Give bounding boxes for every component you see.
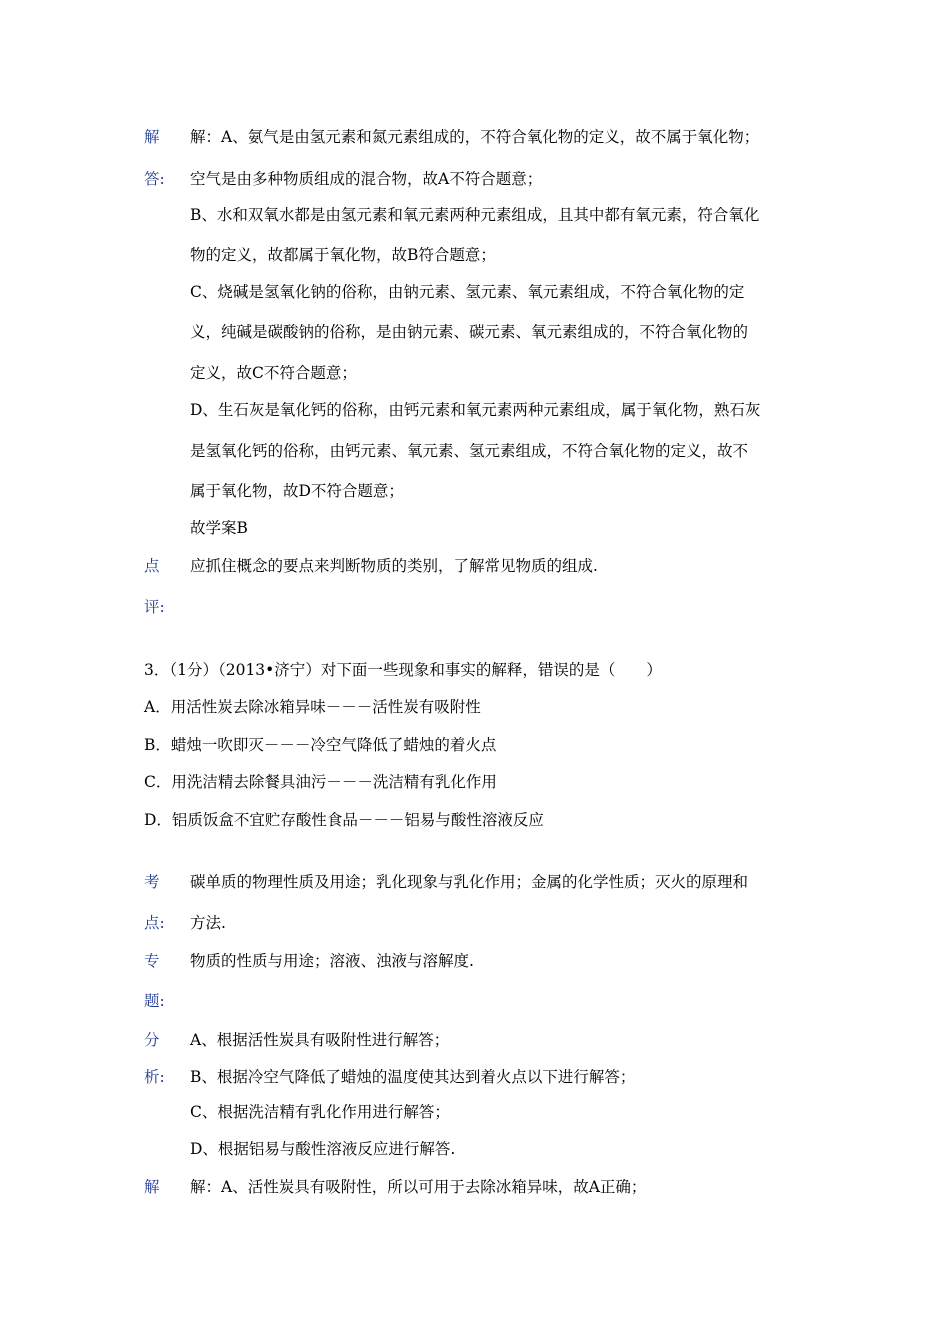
label-kaodian-1: 考 (144, 873, 160, 891)
comment-text: 应抓住概念的要点来判断物质的类别，了解常见物质的组成. (190, 557, 598, 575)
fenxi-row-4 (0, 1134, 950, 1164)
answer-line: B、水和双氧水都是由氢元素和氧元素两种元素组成，且其中都有氧元素，符合氧化 (190, 206, 760, 224)
answer-row-11 (0, 513, 950, 543)
option-row-a (0, 692, 950, 722)
answer-row-1 (0, 122, 950, 152)
option-d: D．铝质饭盒不宜贮存酸性食品－－－铝易与酸性溶液反应 (144, 811, 544, 829)
kaodian-row-1 (0, 867, 950, 897)
label-jieda-1: 解 (144, 128, 160, 146)
label-kaodian-2: 点: (144, 914, 165, 932)
answer-line: 物的定义，故都属于氧化物，故B符合题意； (190, 246, 496, 264)
fenxi-line: C、根据洗洁精有乳化作用进行解答； (190, 1103, 450, 1121)
answer-line: 空气是由多种物质组成的混合物，故A不符合题意； (190, 170, 543, 188)
option-a: A．用活性炭去除冰箱异味－－－活性炭有吸附性 (144, 698, 481, 716)
option-row-b (0, 730, 950, 760)
label-jieda-2: 答: (144, 170, 165, 188)
label-fenxi-1: 分 (144, 1031, 160, 1049)
label-fenxi-2: 析: (144, 1068, 165, 1086)
fenxi-line: A、根据活性炭具有吸附性进行解答； (190, 1031, 450, 1049)
label-zhuanti-2: 题: (144, 992, 165, 1010)
answer-row-5 (0, 277, 950, 307)
kaodian-row-2 (0, 908, 950, 938)
answer-line: 是氢氧化钙的俗称，由钙元素、氧元素、氢元素组成，不符合氧化物的定义，故不 (190, 442, 749, 460)
jieda-row-1 (0, 1172, 950, 1202)
option-row-c (0, 767, 950, 797)
answer-row-9 (0, 436, 950, 466)
answer-line: 属于氧化物，故D不符合题意； (190, 482, 404, 500)
answer-line: 解：A、氨气是由氢元素和氮元素组成的，不符合氧化物的定义，故不属于氧化物； (190, 128, 760, 146)
kaodian-line: 方法. (190, 914, 226, 932)
answer-row-8 (0, 395, 950, 425)
answer-row-10 (0, 476, 950, 506)
fenxi-row-2 (0, 1062, 950, 1092)
option-row-d (0, 805, 950, 835)
fenxi-row-1 (0, 1025, 950, 1055)
answer-row-6 (0, 317, 950, 347)
fenxi-line: B、根据冷空气降低了蜡烛的温度使其达到着火点以下进行解答； (190, 1068, 636, 1086)
comment-row-1 (0, 551, 950, 581)
label-jieda-q3: 解 (144, 1178, 160, 1196)
zhuanti-text: 物质的性质与用途；溶液、浊液与溶解度. (190, 952, 474, 970)
option-b: B．蜡烛一吹即灭－－－冷空气降低了蜡烛的着火点 (144, 736, 497, 754)
jieda-line: 解：A、活性炭具有吸附性，所以可用于去除冰箱异味，故A正确； (190, 1178, 647, 1196)
answer-line: 故学案B (190, 519, 248, 537)
option-c: C．用洗洁精去除餐具油污－－－洗洁精有乳化作用 (144, 773, 497, 791)
answer-row-7 (0, 358, 950, 388)
label-zhuanti-1: 专 (144, 952, 160, 970)
fenxi-line: D、根据铝易与酸性溶液反应进行解答. (190, 1140, 456, 1158)
zhuanti-row-1 (0, 946, 950, 976)
answer-line: D、生石灰是氧化钙的俗称，由钙元素和氧元素两种元素组成，属于氧化物，熟石灰 (190, 401, 761, 419)
answer-line: C、烧碱是氢氧化钠的俗称，由钠元素、氢元素、氧元素组成，不符合氧化物的定 (190, 283, 745, 301)
fenxi-row-3 (0, 1097, 950, 1127)
zhuanti-row-2 (0, 986, 950, 1016)
question-stem: 3．（1分）（2013•济宁）对下面一些现象和事实的解释，错误的是（ ） (144, 661, 662, 679)
answer-row-3 (0, 200, 950, 230)
answer-row-2 (0, 164, 950, 194)
answer-line: 定义，故C不符合题意； (190, 364, 357, 382)
answer-row-4 (0, 240, 950, 270)
label-dianping-1: 点 (144, 557, 160, 575)
kaodian-line: 碳单质的物理性质及用途；乳化现象与乳化作用；金属的化学性质；灭火的原理和 (190, 873, 749, 891)
answer-line: 义，纯碱是碳酸钠的俗称，是由钠元素、碳元素、氧元素组成的，不符合氧化物的 (190, 323, 749, 341)
question-stem-row (0, 655, 950, 685)
label-dianping-2: 评: (144, 598, 165, 616)
comment-row-2 (0, 592, 950, 622)
